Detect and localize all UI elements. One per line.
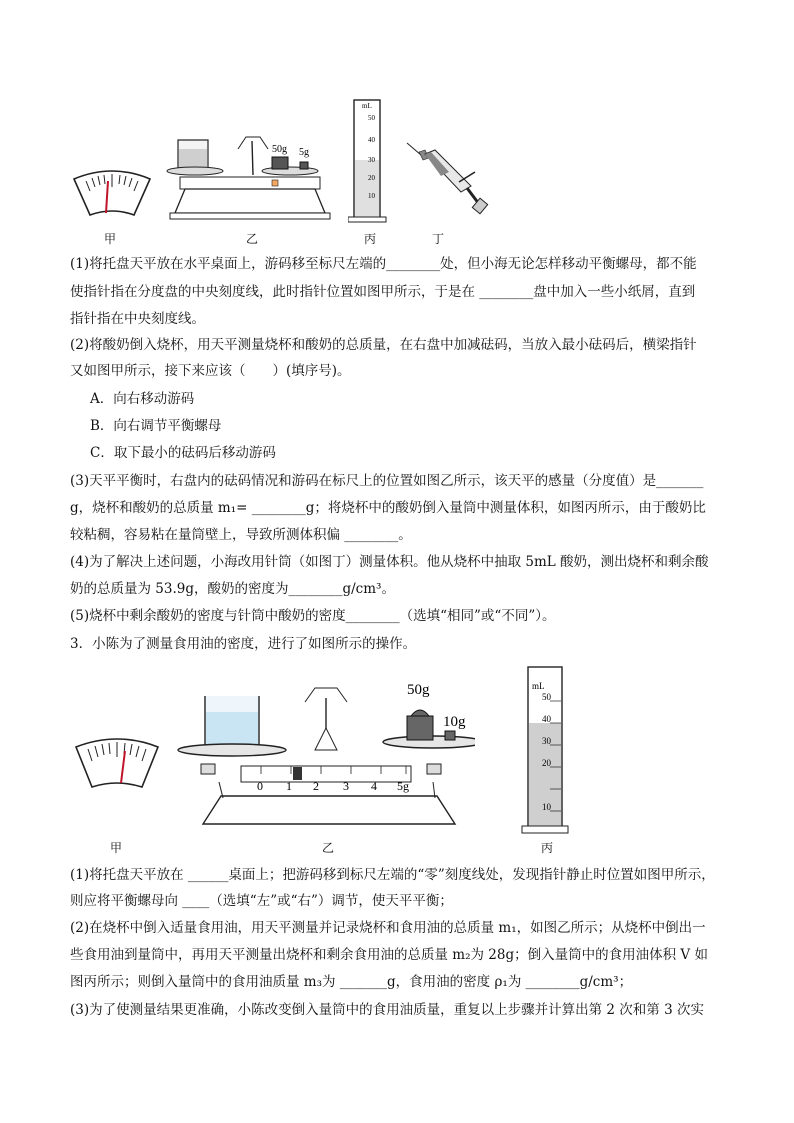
q2-cylinder-figure xyxy=(348,96,388,224)
q3-scale-tick-5g: 5g xyxy=(397,779,409,793)
q3-weight-50g-label: 50g xyxy=(407,682,430,698)
q3-weight-10g xyxy=(445,731,455,740)
q3-scale-tick-4: 4 xyxy=(371,779,377,793)
q2-label-jia: 甲 xyxy=(104,232,117,246)
q3-cyl-20: 20 xyxy=(542,758,551,768)
q2-line-2: 使指针指在分度盘的中央刻度线，此时指针位置如图甲所示，于是在 ________盘中加入一些小纸屑，直到 xyxy=(70,284,696,300)
q3-scale-tick-2: 2 xyxy=(313,779,319,793)
q3-label-jia: 甲 xyxy=(110,841,123,855)
q3-label-bing: 丙 xyxy=(541,841,554,855)
q3-weight-10g-label: 10g xyxy=(443,714,466,730)
q2-cyl-unit: mL xyxy=(362,102,372,110)
q3-cyl-10: 10 xyxy=(542,802,551,812)
q2-cyl-20: 20 xyxy=(368,174,375,182)
q2-line-10: 奶的总质量为 53.9g，酸奶的密度为________g/cm³。 xyxy=(70,581,395,597)
q3-cyl-unit: mL xyxy=(532,681,545,691)
q2-weight-5g-label: 5g xyxy=(299,147,309,158)
q3-scale-tick-3: 3 xyxy=(343,779,349,793)
q2-line-6: (3)天平平衡时，右盘内的砝码情况和游码在标尺上的位置如图乙所示，该天平的感量（分度值）是_______ xyxy=(70,473,704,489)
q2-cyl-10: 10 xyxy=(368,192,375,200)
q2-label-ding: 丁 xyxy=(432,232,445,246)
q2-balance-figure xyxy=(160,135,340,225)
q2-dial-figure xyxy=(72,165,152,220)
q3-label-yi: 乙 xyxy=(322,841,335,855)
q2-cyl-30: 30 xyxy=(368,156,375,164)
q2-line-7: g，烧杯和酸奶的总质量 m₁= ________g；将烧杯中的酸奶倒入量筒中测量体积，如图丙所示，由于酸奶比 xyxy=(70,500,706,516)
q3-scale-tick-1: 1 xyxy=(286,779,292,793)
q3-cyl-40: 40 xyxy=(542,714,551,724)
q2-syringe-figure xyxy=(405,140,490,220)
q2-line-5: 又如图甲所示，接下来应该（ ）(填序号)。 xyxy=(70,363,351,379)
q2-weight-5g xyxy=(300,162,308,169)
q2-line-8: 较粘稠，容易粘在量筒壁上，导致所测体积偏 ________。 xyxy=(70,527,412,543)
q3-dial-figure xyxy=(74,735,160,795)
q2-label-bing: 丙 xyxy=(364,232,377,246)
q2-line-3: 指针指在中央刻度线。 xyxy=(70,311,205,327)
q3-line-2: 则应将平衡螺母向 ____（选填“左”或“右”）调节，使天平平衡； xyxy=(70,893,453,909)
q2-line-1: (1)将托盘天平放在水平桌面上，游码移至标尺左端的________处，但小海无论怎样移动平衡螺母，都不能 xyxy=(70,256,697,272)
q2-cyl-50: 50 xyxy=(368,114,375,122)
q3-scale-tick-0: 0 xyxy=(257,779,263,793)
q2-weight-50g xyxy=(272,157,288,169)
q2-option-c: C．取下最小的砝码后移动游码 xyxy=(90,445,276,461)
q3-line-5: 图丙所示；则倒入量筒中的食用油质量 m₃为 _______g，食用油的密度 ρ₁为 ________g/cm³； xyxy=(70,974,633,990)
q2-option-b: B．向右调节平衡螺母 xyxy=(90,418,222,434)
q3-line-1: (1)将托盘天平放在 ______桌面上；把游码移到标尺左端的“零”刻度线处，发现指针静止时位置如图甲所示， xyxy=(70,867,715,883)
q3-line-3: (2)在烧杯中倒入适量食用油，用天平测量并记录烧杯和食用油的总质量 m₁，如图乙所示；从烧杯中倒出一 xyxy=(70,920,706,936)
q2-weight-50g-label: 50g xyxy=(272,144,287,155)
q3-balance-figure xyxy=(175,676,475,826)
q2-line-9: (4)为了解决上述问题，小海改用针筒（如图丁）测量体积。他从烧杯中抽取 5mL 酸奶，测出烧杯和剩余酸 xyxy=(70,554,709,570)
q3-line-6: (3)为了使测量结果更准确，小陈改变倒入量筒中的食用油质量，重复以上步骤并计算出第 2 次和第 3 次实 xyxy=(70,1002,704,1018)
q3-cylinder-figure xyxy=(518,665,574,835)
q2-cyl-40: 40 xyxy=(368,136,375,144)
q3-cyl-50: 50 xyxy=(542,692,551,702)
q3-weight-50g xyxy=(407,716,433,740)
q3-line-4: 些食用油到量筒中，再用天平测量出烧杯和剩余食用油的总质量 m₂为 28g；倒入量筒中的食用油体积 V 如 xyxy=(70,947,708,963)
q2-label-yi: 乙 xyxy=(246,232,259,246)
q3-intro: 3．小陈为了测量食用油的密度，进行了如图所示的操作。 xyxy=(70,636,417,652)
q2-line-4: (2)将酸奶倒入烧杯，用天平测量烧杯和酸奶的总质量，在右盘中加减砝码，当放入最小砝码后，横梁指针 xyxy=(70,337,697,353)
q2-line-11: (5)烧杯中剩余酸奶的密度与针筒中酸奶的密度________（选填“相同”或“不同”）。 xyxy=(70,608,556,624)
q3-cyl-30: 30 xyxy=(542,736,551,746)
q2-option-a: A．向右移动游码 xyxy=(90,391,195,407)
